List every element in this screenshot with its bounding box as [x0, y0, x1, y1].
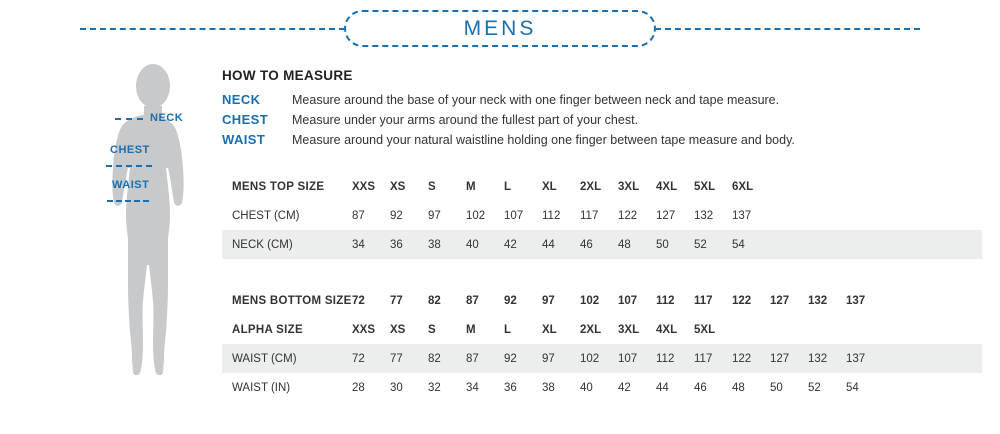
neck-cm-2: 38: [428, 230, 466, 259]
table-row: [222, 230, 982, 259]
waist-cm-9: 117: [694, 344, 732, 373]
bottom-size-col-1: 77: [390, 294, 403, 307]
bottom-size-col-9: 117: [694, 294, 713, 307]
bottom-size-col-0: 72: [352, 294, 365, 307]
alpha-size-9: 5XL: [694, 323, 716, 336]
waist-in-6: 40: [580, 373, 618, 402]
chest-cm-0: 87: [352, 201, 390, 230]
neck-cm-9: 52: [694, 230, 732, 259]
chest-cm-6: 117: [580, 201, 618, 230]
waist-in-3: 34: [466, 373, 504, 402]
waist-cm-2: 82: [428, 344, 466, 373]
waist-cm-0: 72: [352, 344, 390, 373]
waist-cm-12: 132: [808, 344, 846, 373]
chest-cm-5: 112: [542, 201, 580, 230]
bottom-size-col-12: 132: [808, 294, 828, 307]
how-to-measure-row-neck: [222, 92, 982, 107]
waist-in-7: 42: [618, 373, 656, 402]
top-size-col-3: M: [466, 180, 476, 193]
waist-cm-7: 107: [618, 344, 656, 373]
neck-cm-3: 40: [466, 230, 504, 259]
mens-top-size-table: [222, 172, 982, 259]
figure-label-waist: WAIST: [112, 179, 150, 191]
top-size-col-filler: [770, 172, 982, 201]
table-row: [222, 373, 982, 402]
neck-cm-10: 54: [732, 230, 770, 259]
top-size-col-2: S: [428, 180, 436, 193]
top-row-label-neck: NECK (CM): [222, 230, 352, 259]
waist-in-11: 50: [770, 373, 808, 402]
table-row: [222, 344, 982, 373]
neck-cm-8: 50: [656, 230, 694, 259]
top-size-col-1: XS: [390, 180, 406, 193]
chest-cm-9: 132: [694, 201, 732, 230]
chest-cm-7: 122: [618, 201, 656, 230]
neck-cm-1: 36: [390, 230, 428, 259]
top-size-col-0: XXS: [352, 180, 376, 193]
alpha-size-10: [732, 315, 770, 344]
waist-in-8: 44: [656, 373, 694, 402]
top-size-col-4: L: [504, 180, 512, 193]
bottom-row-label-waist-cm: WAIST (CM): [222, 344, 352, 373]
waist-cm-3: 87: [466, 344, 504, 373]
how-to-measure-key-waist: WAIST: [222, 132, 266, 147]
chest-cm-4: 107: [504, 201, 542, 230]
how-to-measure-row-waist: [222, 132, 982, 147]
neck-cm-4: 42: [504, 230, 542, 259]
chest-dash-line: [106, 165, 152, 167]
table-row-header-top: [222, 172, 982, 201]
mens-bottom-size-table-wrapper: [222, 286, 982, 402]
bottom-size-col-11: 127: [770, 294, 790, 307]
how-to-measure-row-chest: [222, 112, 982, 127]
chest-cm-filler: [770, 201, 982, 230]
neck-cm-0: 34: [352, 230, 390, 259]
waist-in-filler: [884, 373, 982, 402]
waist-in-5: 38: [542, 373, 580, 402]
neck-cm-6: 46: [580, 230, 618, 259]
top-size-col-8: 4XL: [656, 180, 678, 193]
bottom-size-col-4: 92: [504, 294, 517, 307]
bottom-size-col-5: 97: [542, 294, 555, 307]
alpha-size-4: L: [504, 323, 512, 336]
bottom-size-header-label: MENS BOTTOM SIZE: [232, 294, 352, 307]
neck-dash-line: [115, 118, 143, 120]
bottom-size-col-6: 102: [580, 294, 600, 307]
alpha-size-12: [808, 315, 846, 344]
top-size-header-label: MENS TOP SIZE: [232, 180, 325, 193]
waist-in-0: 28: [352, 373, 390, 402]
waist-in-1: 30: [390, 373, 428, 402]
alpha-size-filler: [884, 315, 982, 344]
alpha-size-3: M: [466, 323, 476, 336]
bottom-size-col-10: 122: [732, 294, 752, 307]
alpha-size-1: XS: [390, 323, 406, 336]
header-dashed-line-right: [655, 28, 920, 30]
page-title: MENS: [463, 17, 537, 40]
waist-cm-13: 137: [846, 344, 884, 373]
waist-in-10: 48: [732, 373, 770, 402]
neck-cm-7: 48: [618, 230, 656, 259]
header-dashed-line-left: [80, 28, 345, 30]
bottom-size-col-8: 112: [656, 294, 675, 307]
waist-cm-5: 97: [542, 344, 580, 373]
chest-cm-10: 137: [732, 201, 770, 230]
how-to-measure-text-chest: Measure under your arms around the fullest part of your chest.: [292, 113, 639, 127]
waist-dash-line: [107, 200, 149, 202]
waist-cm-1: 77: [390, 344, 428, 373]
how-to-measure-text-waist: Measure around your natural waistline holding one finger between tape measure and body.: [292, 133, 795, 147]
alpha-size-8: 4XL: [656, 323, 678, 336]
bottom-row-label-waist-in: WAIST (IN): [222, 373, 352, 402]
waist-cm-10: 122: [732, 344, 770, 373]
bottom-size-col-13: 137: [846, 294, 866, 307]
how-to-measure-key-chest: CHEST: [222, 112, 269, 127]
page-header: [0, 10, 1000, 56]
waist-cm-11: 127: [770, 344, 808, 373]
waist-cm-6: 102: [580, 344, 618, 373]
alpha-size-13: [846, 315, 884, 344]
how-to-measure-title: HOW TO MEASURE: [222, 68, 353, 83]
waist-cm-filler: [884, 344, 982, 373]
neck-cm-filler: [770, 230, 982, 259]
bottom-size-col-filler: [884, 286, 982, 315]
waist-in-13: 54: [846, 373, 884, 402]
bottom-size-col-3: 87: [466, 294, 479, 307]
how-to-measure-section: [222, 68, 982, 152]
figure-label-chest: CHEST: [110, 144, 150, 156]
table-row-alpha-size: [222, 315, 982, 344]
chest-cm-3: 102: [466, 201, 504, 230]
alpha-size-2: S: [428, 323, 436, 336]
waist-in-12: 52: [808, 373, 846, 402]
top-size-col-6: 2XL: [580, 180, 602, 193]
bottom-size-col-7: 107: [618, 294, 638, 307]
chest-cm-2: 97: [428, 201, 466, 230]
alpha-size-label: ALPHA SIZE: [232, 323, 303, 336]
waist-cm-8: 112: [656, 344, 694, 373]
waist-cm-4: 92: [504, 344, 542, 373]
top-size-col-7: 3XL: [618, 180, 640, 193]
how-to-measure-key-neck: NECK: [222, 92, 261, 107]
top-row-label-chest: CHEST (CM): [222, 201, 352, 230]
how-to-measure-text-neck: Measure around the base of your neck with one finger between neck and tape measure.: [292, 93, 780, 107]
table-row-header-bottom: [222, 286, 982, 315]
waist-in-4: 36: [504, 373, 542, 402]
neck-cm-5: 44: [542, 230, 580, 259]
alpha-size-5: XL: [542, 323, 557, 336]
chest-cm-8: 127: [656, 201, 694, 230]
top-size-col-10: 6XL: [732, 180, 754, 193]
top-size-col-9: 5XL: [694, 180, 716, 193]
alpha-size-11: [770, 315, 808, 344]
bottom-size-col-2: 82: [428, 294, 441, 307]
table-row: [222, 201, 982, 230]
alpha-size-0: XXS: [352, 323, 376, 336]
waist-in-2: 32: [428, 373, 466, 402]
top-size-col-5: XL: [542, 180, 557, 193]
mens-bottom-size-table: [222, 286, 982, 402]
alpha-size-6: 2XL: [580, 323, 602, 336]
figure-label-neck: NECK: [150, 112, 184, 124]
mens-top-size-table-wrapper: [222, 172, 982, 259]
alpha-size-7: 3XL: [618, 323, 640, 336]
male-body-figure: [88, 60, 218, 410]
chest-cm-1: 92: [390, 201, 428, 230]
waist-in-9: 46: [694, 373, 732, 402]
